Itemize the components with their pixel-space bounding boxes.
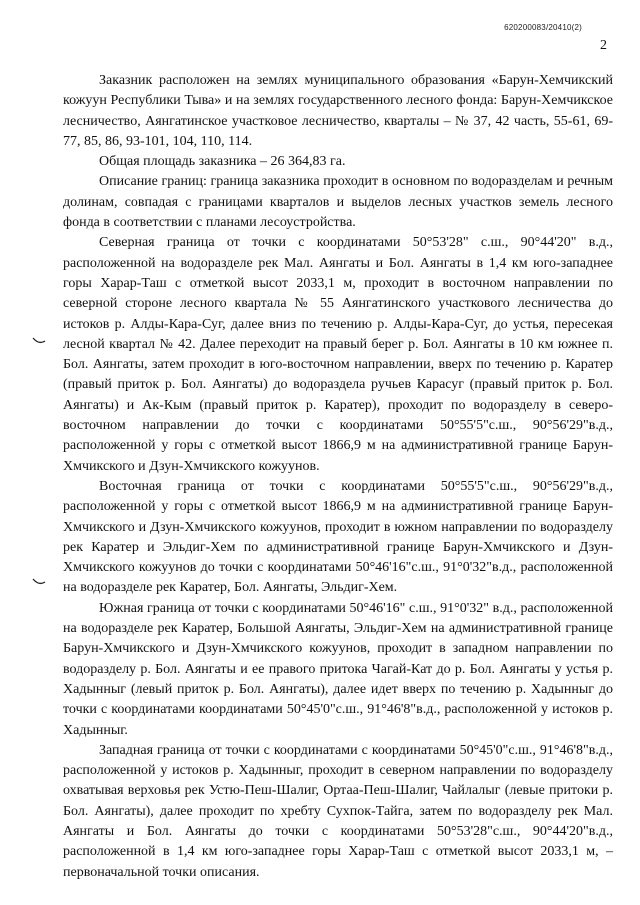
paragraph-location: Заказник расположен на землях муниципального образования «Барун-Хемчикский кожуун Республики Тыва» и на землях государственного лесного фонда: Барун-Хемчикское лесничество, Аянгатинское участковое лесничество, кварталы – № 37, 42 часть, 55-61, 69-77, 85, 86, 93-101, 104, 110, 114. <box>63 73 613 149</box>
paragraph-total-area: Общая площадь заказника – 26 364,83 га. <box>99 154 346 170</box>
paragraph-northern-boundary: Северная граница от точки с координатами 50°53'28" с.ш., 90°44'20" в.д., расположенной на водоразделе рек Мал. Аянгаты и Бол. Аянгаты в 1,4 км юго-западнее горы Харар-Таш с отметкой высот 2033,1 м, проходит в восточном направлении по северной стороне лесного квартала № 55 Аянгатинского участкового лесничества до истоков р. Алды-Кара-Суг, далее вниз по течению р. Алды-Кара-Суг, до устья, пересекая лесной квартал № 42. Далее переходит на правый берег р. Бол. Аянгаты в 10 км южнее п. Бол. Аянгаты, затем проходит в юго-восточном направлении, вверх по течению р. Каратер (правый приток р. Бол. Аянгаты) до водораздела ручьев Карасуг (правый приток р. Бол. Аянгаты) и Ак-Кым (правый приток р. Каратер), проходит по водоразделу в северо-восточном направлении до точки с координатами 50°55'5"с.ш., 90°56'29"в.д., расположенной у горы с отметкой высот 1866,9 м на административной границе Барун-Хмчикского и Дзун-Хмчикского кожуунов. <box>63 235 613 474</box>
page-number: 2 <box>600 38 607 53</box>
paragraph-eastern-boundary: Восточная граница от точки с координатами 50°55'5"с.ш., 90°56'29"в.д., расположенной у горы с отметкой высот 1866,9 м на административной границе Барун-Хмчикского и Дзун-Хмчикского кожуунов, проходит в южном направлении по водоразделу рек Каратер и Эльдиг-Хем по административной границе Барун-Хмчикского и Дзун-Хмчикского кожуунов до точки с координатами 50°46'16"с.ш., 91°0'32"в.д., расположенной на водоразделе рек Каратер, Бол. Аянгаты, Эльдиг-Хем. <box>63 478 613 596</box>
margin-mark <box>32 578 46 586</box>
document-number: 620200083/20410(2) <box>504 23 582 32</box>
margin-mark <box>32 337 46 345</box>
paragraph-western-boundary: Западная граница от точки с координатами с координатами 50°45'0"с.ш., 91°46'8"в.д., расположенной у истоков р. Хадынныг, проходит в северном направлении по водоразделу охватывая верховья рек Устю-Пеш-Шалиг, Ортаа-Пеш-Шалиг, Чайлалыг (левые притоки р. Бол. Аянгаты), далее проходит по хребту Сухпок-Тайга, затем по водоразделу рек Мал. Аянгаты и Бол. Аянгаты до точки с координатами 50°53'28"с.ш., 90°44'20"в.д., расположенной в 1,4 км юго-западнее горы Харар-Таш с отметкой высот 2033,1 м, – первоначальной точки описания. <box>63 742 613 880</box>
paragraph-boundary-description: Описание границ: граница заказника проходит в основном по водоразделам и речным долинам, совпадая с границами кварталов и выделов лесных участков земель лесного фонда в соответствии с планами лесоустройства. <box>63 174 613 231</box>
paragraph-southern-boundary: Южная граница от точки с координатами 50°46'16" с.ш., 91°0'32" в.д., расположенной на водоразделе рек Каратер, Большой Аянгаты, Эльдиг-Хем на административной границе Барун-Хмчикского и Дзун-Хмчикского кожуунов, проходит в западном направлении по водоразделу р. Бол. Аянгаты и ее правого притока Чагай-Кат до р. Бол. Аянгаты у устья р. Хадынныг (левый приток р. Бол. Аянгаты), далее идет вверх по течению р. Хадынныг до точки с координатами координатами 50°45'0"с.ш., 91°46'8"в.д., расположенной у истоков р. Хадынныг. <box>63 600 613 738</box>
document-body <box>63 71 613 883</box>
